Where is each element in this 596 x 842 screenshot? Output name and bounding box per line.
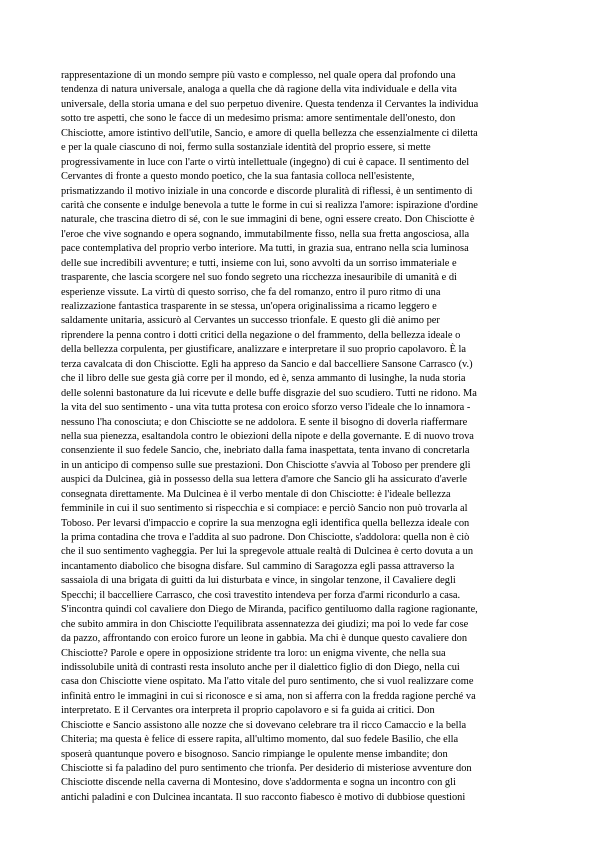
text-line: rappresentazione di un mondo sempre più vasto e complesso, nel quale opera dal profondo una [61,70,456,81]
text-line: Specchi; il baccelliere Carrasco, che così travestito intendeva per forza d'armi ricondurlo a casa. [61,589,461,601]
text-line: Chiteria; ma questa è felice di essere rapita, all'ultimo momento, dal suo fedele Basilio, che ella [61,734,459,746]
text-line: consenziente il suo fedele Sancio, che, inebriato dalla fama inaspettata, tenta invano di concretarla [61,445,470,457]
text-line: carità che consente e indulge benevola a tutte le forme in cui si realizza l'amore: ispirazione d'ordine [61,199,478,211]
text-line: trasparente, che lascia scorgere nel suo fondo segreto una ricchezza inesauribile di umanità e di [61,272,457,284]
text-line: da pazzo, affrontando con eroico furore un leone in gabbia. Ma chi è dunque questo cavaliere don [61,633,468,645]
text-line: la vita del suo sentimento - una vita tutta protesa con eroico sforzo verso l'ideale che lo innamora - [61,402,471,414]
text-line: naturale, che trascina dietro di sé, con le sue immagini di bene, ogni essere creato. Don Chisciotte è [61,214,475,226]
text-line: delle sue incredibili avventure; e tutti, insieme con lui, sono avvolti da un sorriso immateriale e [61,257,457,269]
text-line: casa don Chisciotte viene ospitato. Ma l'atto vitale del puro sentimento, che si vuol realizzare come [61,676,474,688]
text-line: prismatizzando il motivo iniziale in una concorde e discorde pluralità di riflessi, è un sentimento di [61,185,473,197]
text-line: S'incontra quindi col cavaliere don Diego de Miranda, pacifico gentiluomo dalla ragione ragionante, [61,604,478,616]
text-line: della bellezza corpulenta, per giustificare, analizzare e interpretare il suo proprio capolavoro. È la [61,344,467,356]
text-line: antichi paladini e con Dulcinea incantata. Il suo racconto fiabesco è motivo di dubbiose questioni [61,791,466,803]
text-line: sposerà quantunque povero e bisognoso. Sancio rimpiange le opulente mense imbandite; don [61,748,448,760]
text-line: interpretato. E il Cervantes ora interpreta il proprio capolavoro e si fa guida ai critici. Don [61,705,435,717]
text-line: Cervantes di fronte a questo mondo poetico, che la sua fantasia colloca nell'esistente, [61,171,415,183]
text-line: universale, della storia umana e del suo perpetuo divenire. Questa tendenza il Cervantes la individua [61,98,479,110]
text-line: e per la quale ciascuno di noi, fermo sulla sostanziale identità del proprio essere, si mette [61,142,431,154]
text-line: Chisciotte, amore istintivo dell'utile, Sancio, e amore di quella bellezza che essenzialmente ci diletta [61,127,478,139]
text-line: nella sua pienezza, esaltandola contro le obiezioni della nipote e della governante. E di nuovo trova [61,430,474,442]
text-line: nessuno l'ha conosciuta; e don Chisciotte se ne addolora. E sente il bisogno di doverla riaffermare [61,416,468,428]
text-line: Chisciotte e Sancio assistono alle nozze che si dovevano celebrare tra il ricco Camaccio e la bella [61,719,467,731]
text-line: Chisciotte discende nella caverna di Montesino, dove s'addormenta e sogna un incontro con gli [61,777,456,789]
text-line: riprendere la penna contro i dotti critici della negazione o del frammento, della bellezza ideale o [61,329,461,341]
text-line: che il suo sentimento vagheggia. Per lui la spregevole attuale realtà di Dulcinea è certo dovuta a un [61,546,474,558]
text-line: consegnata direttamente. Ma Dulcinea è il verbo mentale di don Chisciotte: è l'ideale bellezza [61,488,451,500]
text-line: incantamento diabolico che bisogna disfare. Sul cammino di Saragozza egli passa attraverso la [61,560,455,572]
text-line: delle solenni bastonature da lui ricevute e delle buffe disgrazie del suo scudiero. Tutti ne ridono. Ma [61,387,477,399]
text-line: che subito ammira in don Chisciotte l'equilibrata assennatezza dei giudizi; ma poi lo vede far cose [61,618,469,630]
text-line: la prima contadina che trova e l'addita al suo padrone. Don Chisciotte, s'addolora: quella non è ciò [61,532,470,543]
text-line: Chisciotte si fa paladino del puro sentimento che trionfa. Per desiderio di misteriose avventure don [61,763,472,774]
text-line: saldamente unitaria, assicurò al Cervantes un successo trionfale. E questo gli diè animo per [61,315,440,327]
text-line: infinità entro le immagini in cui si riconosce e si ama, non si afferra con la fredda ragione perché va [61,690,476,702]
text-line: l'eroe che vive sognando e opera sognando, immutabilmente fisso, nella sua fretta angosciosa, alla [61,228,470,240]
text-line: in un anticipo di compenso sulle sue prestazioni. Don Chisciotte s'avvia al Toboso per prendere gli [61,459,471,471]
text-line: sassaiola di una brigata di guitti da lui disturbata e vince, in singolar tenzone, il Cavaliere degli [61,575,456,587]
text-line: sotto tre aspetti, che sono le facce di un medesimo prisma: amore sentimentale dell'onesto, don [61,113,456,125]
text-line: realizzazione fantastica trasparente in se stessa, un'opera originalissima a ricamo leggero e [61,301,437,312]
text-line: progressivamente in luce con l'arte o virtù intellettuale (ingegno) di cui è capace. Il sentimento del [61,156,470,168]
text-line: indissolubile unità di contrasti resta insoluto anche per il dialettico figlio di don Diego, nella cui [61,661,460,673]
body-text [61,69,537,805]
text-line: che il libro delle sue gesta già corre per il mondo, ed è, senza ammanto di lusinghe, la nuda storia [61,373,466,385]
text-line: terza cavalcata di don Chisciotte. Egli ha appreso da Sancio e dal baccelliere Sansone Carrasco (v.) [61,358,473,370]
text-line: esperienze vissute. La virtù di questo sorriso, che fa del romanzo, entro il puro ritmo di una [61,286,441,298]
text-line: femminile in cui il suo sentimento si rispecchia e si compiace: e perciò Sancio non può trovarla al [61,503,468,515]
text-line: Toboso. Per levarsi d'impaccio e coprire la sua menzogna egli identifica quella bellezza ideale con [61,517,470,529]
text-line: pace contemplativa del proprio verbo interiore. Ma tutti, in grazia sua, entrano nella scia luminosa [61,243,469,255]
text-line: auspici da Dulcinea, già in possesso della sua lettera d'amore che Sancio gli ha assicurato d'averle [61,474,467,486]
text-line: Chisciotte? Parole e opere in opposizione stridente tra loro: un enigma vivente, che nella sua [61,647,446,659]
text-line: tendenza di natura universale, analoga a quella che dà ragione della vita individuale e della vita [61,84,457,96]
